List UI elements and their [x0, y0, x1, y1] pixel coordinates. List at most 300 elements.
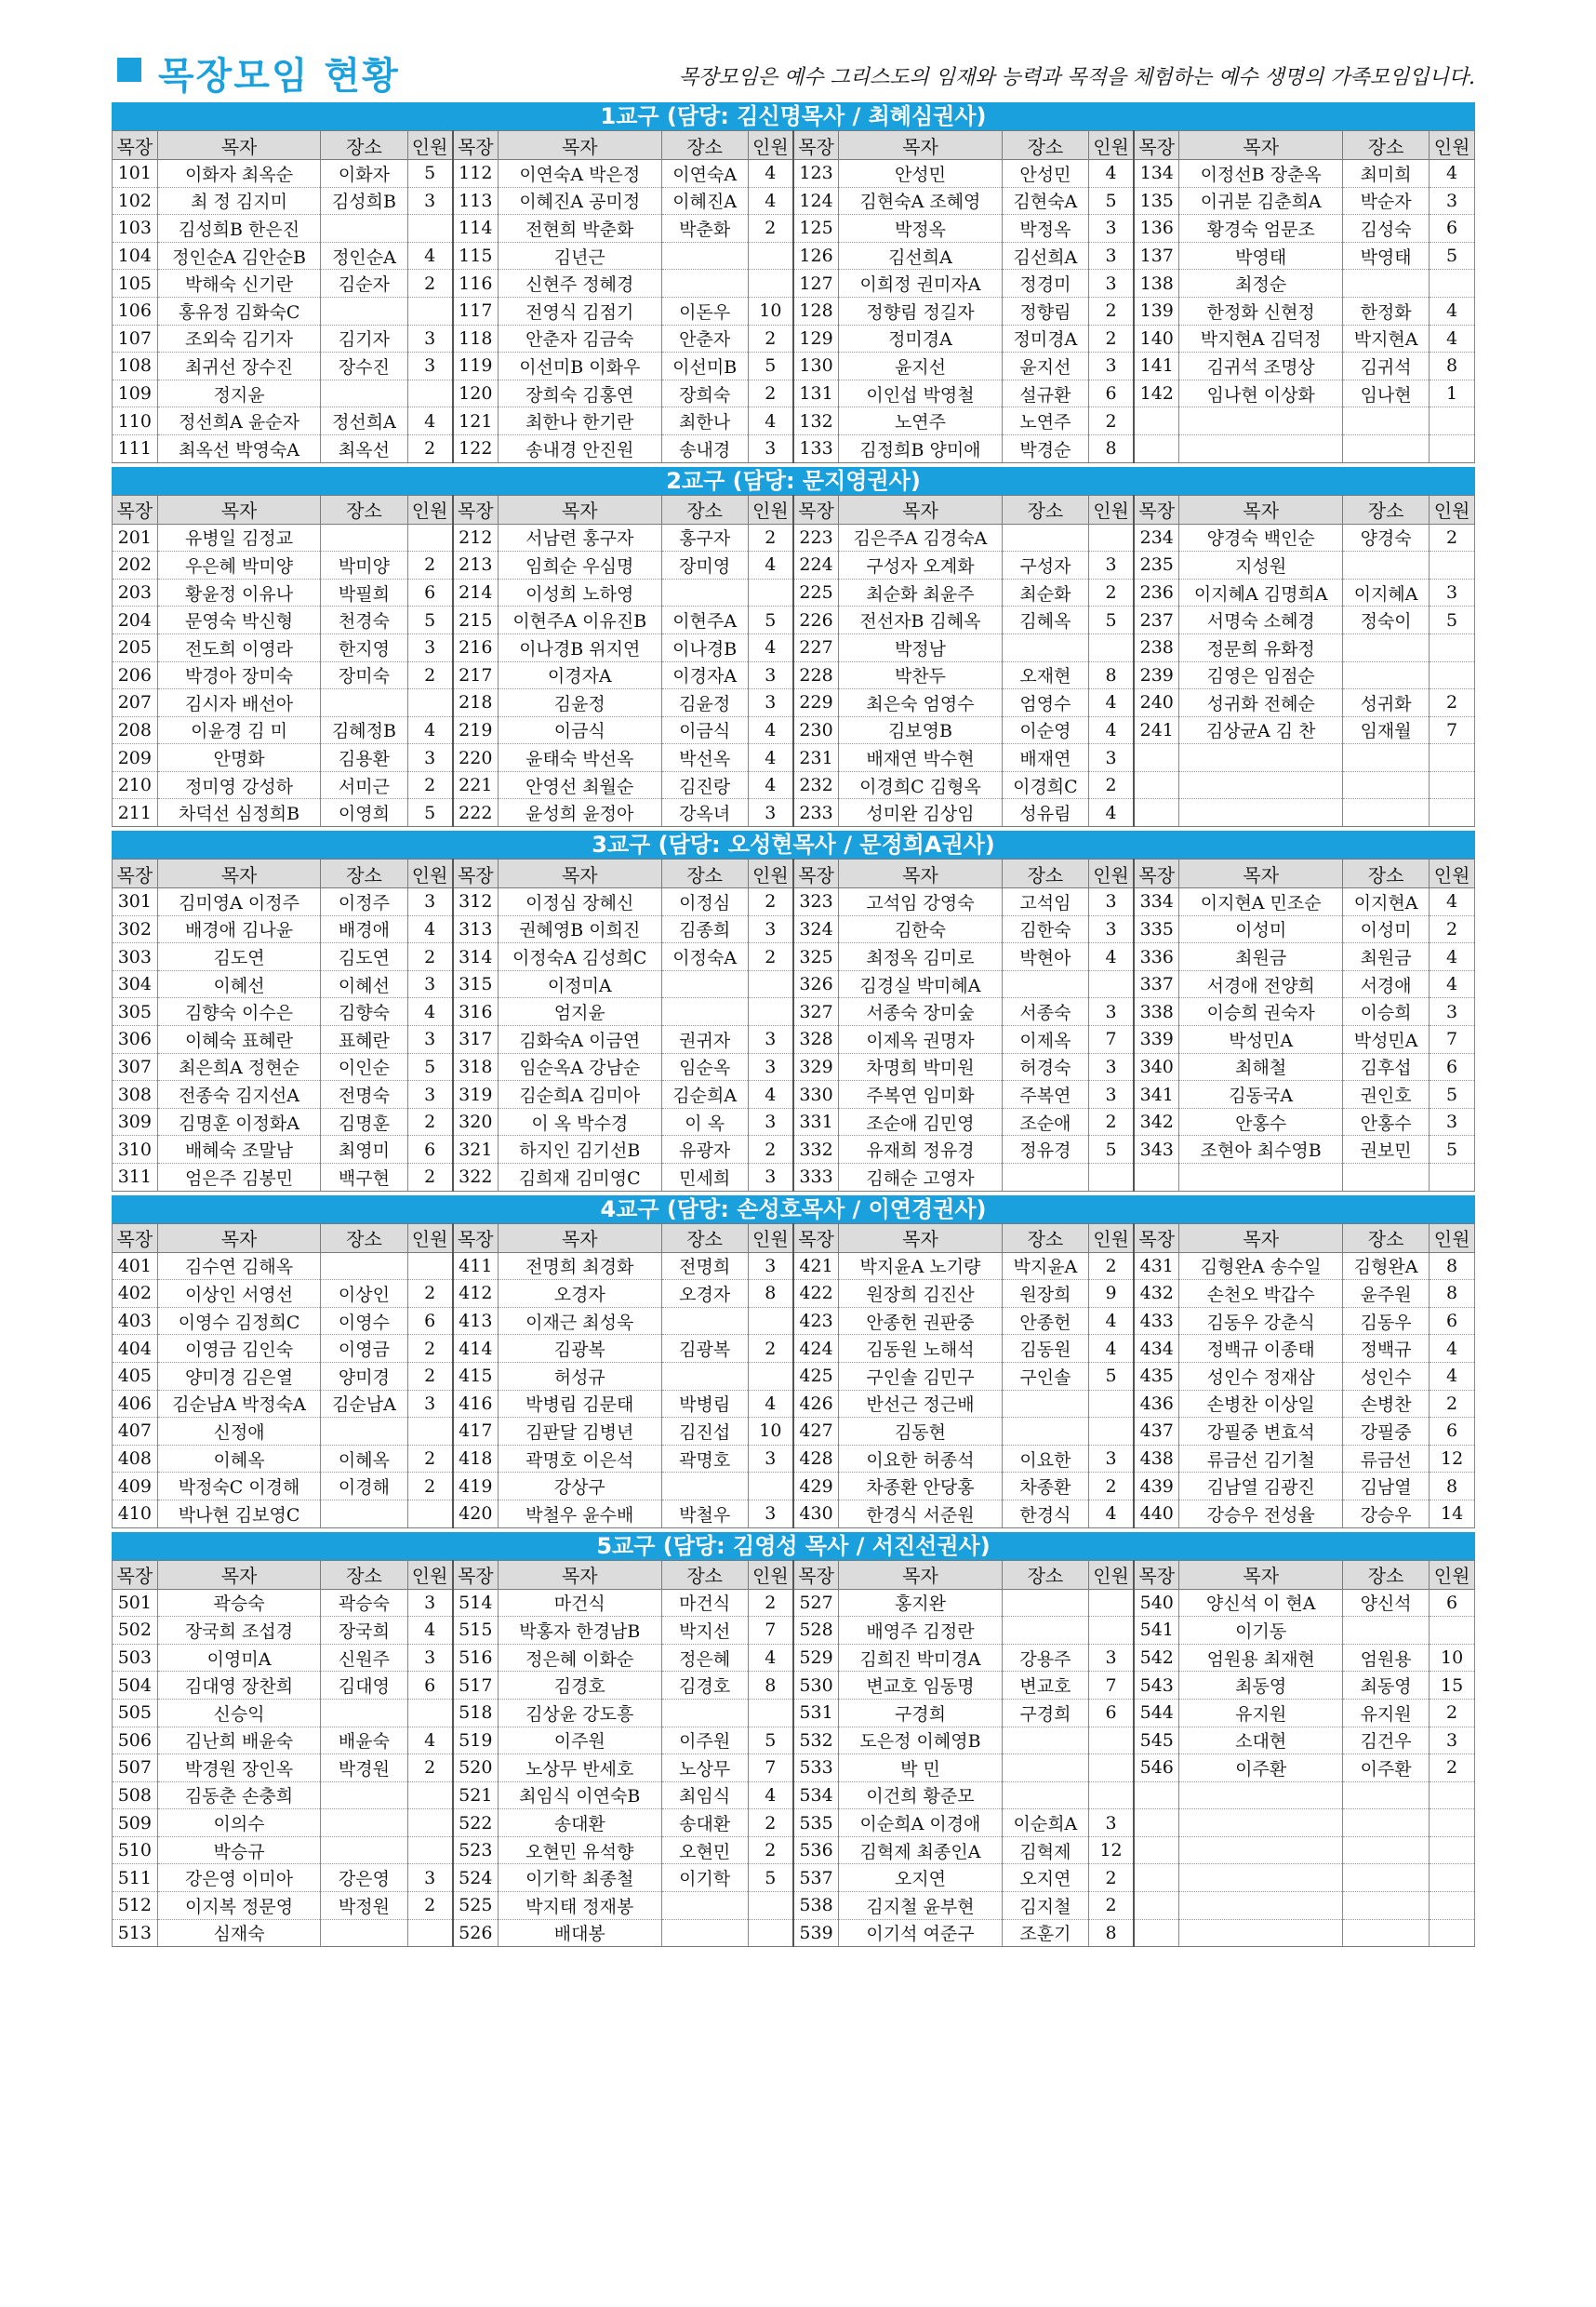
- member-count: 8: [1430, 1473, 1475, 1500]
- member-count: 3: [1088, 1445, 1134, 1473]
- meeting-place: 홍구자: [661, 524, 748, 552]
- group-number: 313: [453, 915, 499, 943]
- leader-names: 최옥선 박영숙A: [157, 434, 321, 462]
- leader-names: 유병일 김정교: [157, 524, 321, 552]
- meeting-place: 박병림: [661, 1390, 748, 1418]
- meeting-place: [661, 579, 748, 607]
- member-count: [1088, 1754, 1134, 1782]
- member-count: 2: [748, 215, 793, 243]
- member-count: [407, 1781, 453, 1809]
- meeting-place: 이경해: [321, 1473, 407, 1500]
- column-header: 인원: [407, 1223, 453, 1252]
- leader-names: 박성민A: [1179, 1026, 1343, 1054]
- leader-names: 김성희B 한은진: [157, 215, 321, 243]
- meeting-place: 원장희: [1002, 1280, 1088, 1308]
- leader-names: 이건희 황준모: [839, 1781, 1003, 1809]
- meeting-place: 이나경B: [661, 633, 748, 661]
- group-number: 333: [793, 1164, 839, 1192]
- group-number: 322: [453, 1164, 499, 1192]
- meeting-place: [321, 1836, 407, 1864]
- member-count: 4: [1430, 943, 1475, 971]
- member-count: 2: [748, 380, 793, 407]
- group-number: 302: [113, 915, 158, 943]
- member-count: 5: [407, 799, 453, 827]
- leader-names: 이기학 최종철: [498, 1864, 661, 1892]
- member-count: 7: [748, 1617, 793, 1645]
- member-count: [748, 1473, 793, 1500]
- group-number: 317: [453, 1026, 499, 1054]
- meeting-place: 장국희: [321, 1617, 407, 1645]
- leader-names: 김현숙A 조혜영: [839, 187, 1003, 215]
- meeting-place: [1343, 270, 1430, 298]
- leader-names: 이영수 김정희C: [157, 1307, 321, 1335]
- leader-names: 이성미: [1179, 915, 1343, 943]
- member-count: [1430, 633, 1475, 661]
- column-header: 인원: [407, 131, 453, 160]
- meeting-place: [321, 689, 407, 717]
- meeting-place: 박성민A: [1343, 1026, 1430, 1054]
- meeting-place: 이승희: [1343, 998, 1430, 1026]
- group-number: 138: [1134, 270, 1179, 298]
- member-count: 9: [1088, 1280, 1134, 1308]
- leader-names: 도은정 이혜영B: [839, 1727, 1003, 1754]
- leader-names: 이기동: [1179, 1617, 1343, 1645]
- group-number: 224: [793, 552, 839, 580]
- member-count: 3: [748, 1500, 793, 1527]
- leader-names: 김동춘 손충희: [157, 1781, 321, 1809]
- member-count: [1430, 407, 1475, 435]
- meeting-place: 유광자: [661, 1136, 748, 1164]
- member-count: [407, 380, 453, 407]
- group-number: 123: [793, 160, 839, 188]
- meeting-place: 박선옥: [661, 744, 748, 772]
- group-number: 116: [453, 270, 499, 298]
- group-number: 309: [113, 1108, 158, 1136]
- column-header: 인원: [1088, 495, 1134, 524]
- column-header: 목장: [793, 1560, 839, 1589]
- column-header: 목장: [113, 860, 158, 888]
- member-count: 3: [407, 353, 453, 380]
- member-count: 3: [1430, 187, 1475, 215]
- group-number: 109: [113, 380, 158, 407]
- meeting-place: 김용환: [321, 744, 407, 772]
- leader-names: 김대영 장찬희: [157, 1672, 321, 1700]
- member-count: 8: [748, 1672, 793, 1700]
- table-row: [113, 689, 1475, 717]
- leader-names: 서명숙 소혜경: [1179, 607, 1343, 634]
- leader-names: 이선미B 이화우: [498, 353, 661, 380]
- leader-names: 이혜옥: [157, 1445, 321, 1473]
- leader-names: 송내경 안진원: [498, 434, 661, 462]
- leader-names: 김동우 강춘식: [1179, 1307, 1343, 1335]
- member-count: 3: [407, 325, 453, 353]
- meeting-place: 이주원: [661, 1727, 748, 1754]
- column-header: 목장: [453, 1223, 499, 1252]
- meeting-place: 성유림: [1002, 799, 1088, 827]
- member-count: [748, 970, 793, 998]
- group-number: 110: [113, 407, 158, 435]
- leader-names: 강상구: [498, 1473, 661, 1500]
- member-count: 2: [1430, 689, 1475, 717]
- leader-names: 이윤경 김 미: [157, 716, 321, 744]
- leader-names: 윤성희 윤정아: [498, 799, 661, 827]
- leader-names: 임나현 이상화: [1179, 380, 1343, 407]
- group-number: [1134, 1836, 1179, 1864]
- member-count: 5: [1430, 242, 1475, 270]
- district-table: [112, 130, 1475, 463]
- member-count: 5: [748, 1864, 793, 1892]
- member-count: 10: [1430, 1644, 1475, 1672]
- group-number: 518: [453, 1699, 499, 1727]
- member-count: 2: [748, 888, 793, 916]
- table-row: [113, 1164, 1475, 1192]
- member-count: 7: [1430, 1026, 1475, 1054]
- member-count: 4: [1430, 325, 1475, 353]
- member-count: 14: [1430, 1500, 1475, 1527]
- column-header: 목장: [1134, 495, 1179, 524]
- leader-names: 정인순A 김안순B: [157, 242, 321, 270]
- leader-names: 강은영 이미아: [157, 1864, 321, 1892]
- member-count: 2: [407, 1362, 453, 1390]
- member-count: 3: [748, 1026, 793, 1054]
- district-table: [112, 1223, 1475, 1528]
- member-count: 2: [407, 1335, 453, 1363]
- leader-names: [1179, 799, 1343, 827]
- member-count: 3: [1088, 1053, 1134, 1081]
- group-number: 429: [793, 1473, 839, 1500]
- member-count: [1430, 1864, 1475, 1892]
- member-count: [407, 1919, 453, 1947]
- table-row: [113, 1026, 1475, 1054]
- member-count: [1430, 1919, 1475, 1947]
- member-count: 3: [407, 744, 453, 772]
- meeting-place: 주복연: [1002, 1081, 1088, 1109]
- meeting-place: 김광복: [661, 1335, 748, 1363]
- group-number: 330: [793, 1081, 839, 1109]
- leader-names: 배혜숙 조말남: [157, 1136, 321, 1164]
- district-title: 4교구 (담당: 손성호목사 / 이연경권사): [112, 1195, 1475, 1223]
- meeting-place: 조훈기: [1002, 1919, 1088, 1947]
- leader-names: 구성자 오계화: [839, 552, 1003, 580]
- member-count: 2: [1430, 1754, 1475, 1782]
- member-count: [748, 1699, 793, 1727]
- member-count: 3: [748, 1108, 793, 1136]
- table-row: [113, 943, 1475, 971]
- member-count: 7: [748, 1754, 793, 1782]
- column-header: 인원: [748, 1560, 793, 1589]
- meeting-place: 장미영: [661, 552, 748, 580]
- member-count: [748, 1919, 793, 1947]
- leader-names: [1179, 1864, 1343, 1892]
- leader-names: 박경원 장인옥: [157, 1754, 321, 1782]
- meeting-place: 설규환: [1002, 380, 1088, 407]
- member-count: 5: [1088, 607, 1134, 634]
- member-count: 4: [407, 1617, 453, 1645]
- member-count: 4: [748, 771, 793, 799]
- member-count: 5: [1430, 1081, 1475, 1109]
- leader-names: 서남련 홍구자: [498, 524, 661, 552]
- leader-names: 이현주A 이유진B: [498, 607, 661, 634]
- member-count: 2: [1088, 407, 1134, 435]
- leader-names: 임희순 우심명: [498, 552, 661, 580]
- leader-names: 최원금: [1179, 943, 1343, 971]
- member-count: 8: [1430, 353, 1475, 380]
- meeting-place: 임순옥: [661, 1053, 748, 1081]
- district-section: [112, 1195, 1475, 1528]
- table-row: [113, 1589, 1475, 1617]
- leader-names: 이요한 허종석: [839, 1445, 1003, 1473]
- leader-names: 손병찬 이상일: [1179, 1390, 1343, 1418]
- meeting-place: 김혜정B: [321, 716, 407, 744]
- meeting-place: 김대영: [321, 1672, 407, 1700]
- member-count: 3: [748, 1164, 793, 1192]
- group-number: [1134, 771, 1179, 799]
- column-header: 장소: [1343, 131, 1430, 160]
- member-count: 6: [407, 1136, 453, 1164]
- member-count: 2: [748, 524, 793, 552]
- table-row: [113, 661, 1475, 689]
- member-count: [1430, 771, 1475, 799]
- group-number: [1134, 1809, 1179, 1837]
- meeting-place: [1343, 661, 1430, 689]
- meeting-place: 장희숙: [661, 380, 748, 407]
- meeting-place: 허경숙: [1002, 1053, 1088, 1081]
- column-header: 목자: [498, 495, 661, 524]
- leader-names: 박 민: [839, 1754, 1003, 1782]
- column-header: 장소: [661, 1560, 748, 1589]
- leader-names: 김은주A 김경숙A: [839, 524, 1003, 552]
- leader-names: 최 정 김지미: [157, 187, 321, 215]
- group-number: 525: [453, 1892, 499, 1920]
- column-header: 목장: [793, 860, 839, 888]
- district-section: [112, 1532, 1475, 1948]
- group-number: 544: [1134, 1699, 1179, 1727]
- group-number: 514: [453, 1589, 499, 1617]
- group-number: 137: [1134, 242, 1179, 270]
- leader-names: 이귀분 김춘희A: [1179, 187, 1343, 215]
- meeting-place: [321, 1781, 407, 1809]
- group-number: 418: [453, 1445, 499, 1473]
- leader-names: 이재근 최성욱: [498, 1307, 661, 1335]
- group-number: 127: [793, 270, 839, 298]
- member-count: 8: [1088, 1919, 1134, 1947]
- leader-names: 김난희 배윤숙: [157, 1727, 321, 1754]
- table-row: [113, 1081, 1475, 1109]
- member-count: 5: [407, 607, 453, 634]
- group-number: 510: [113, 1836, 158, 1864]
- leader-names: 양신석 이 현A: [1179, 1589, 1343, 1617]
- leader-names: 정향림 정길자: [839, 297, 1003, 325]
- group-number: 223: [793, 524, 839, 552]
- group-number: 504: [113, 1672, 158, 1700]
- group-number: 115: [453, 242, 499, 270]
- leader-names: 강필중 변효석: [1179, 1418, 1343, 1446]
- group-number: 323: [793, 888, 839, 916]
- column-header: 목장: [113, 1560, 158, 1589]
- column-header: 장소: [1002, 1560, 1088, 1589]
- leader-names: 정문희 유화정: [1179, 633, 1343, 661]
- group-number: 233: [793, 799, 839, 827]
- group-number: 206: [113, 661, 158, 689]
- member-count: 4: [1430, 888, 1475, 916]
- leader-names: 오지연: [839, 1864, 1003, 1892]
- member-count: [1430, 1781, 1475, 1809]
- meeting-place: 안종헌: [1002, 1307, 1088, 1335]
- page: [112, 47, 1475, 1947]
- leader-names: 전도희 이영라: [157, 633, 321, 661]
- district-table: [112, 1560, 1475, 1948]
- leader-names: 안영선 최월순: [498, 771, 661, 799]
- member-count: 3: [1430, 1727, 1475, 1754]
- member-count: 4: [748, 744, 793, 772]
- meeting-place: 정숙이: [1343, 607, 1430, 634]
- leader-names: 곽명호 이은석: [498, 1445, 661, 1473]
- member-count: 4: [748, 187, 793, 215]
- member-count: 2: [407, 1892, 453, 1920]
- leader-names: 김경호: [498, 1672, 661, 1700]
- column-header: 목자: [839, 1560, 1003, 1589]
- column-header: 인원: [1088, 1223, 1134, 1252]
- leader-names: 김화숙A 이금연: [498, 1026, 661, 1054]
- member-count: 2: [1430, 915, 1475, 943]
- table-row: [113, 771, 1475, 799]
- leader-names: 장국희 조섭경: [157, 1617, 321, 1645]
- group-number: 419: [453, 1473, 499, 1500]
- table-row: [113, 1445, 1475, 1473]
- group-number: 235: [1134, 552, 1179, 580]
- member-count: 3: [1088, 270, 1134, 298]
- member-count: 2: [407, 1280, 453, 1308]
- member-count: [1430, 1892, 1475, 1920]
- group-number: 241: [1134, 716, 1179, 744]
- meeting-place: 장수진: [321, 353, 407, 380]
- member-count: 2: [1430, 1390, 1475, 1418]
- meeting-place: 변교호: [1002, 1672, 1088, 1700]
- column-header: 장소: [1343, 860, 1430, 888]
- leader-names: 안성민: [839, 160, 1003, 188]
- member-count: [407, 1836, 453, 1864]
- meeting-place: 강은영: [321, 1864, 407, 1892]
- meeting-place: 권귀자: [661, 1026, 748, 1054]
- leader-names: 이경희C 김형옥: [839, 771, 1003, 799]
- table-row: [113, 1390, 1475, 1418]
- table-row: [113, 579, 1475, 607]
- group-number: 420: [453, 1500, 499, 1527]
- leader-names: 박경아 장미숙: [157, 661, 321, 689]
- meeting-place: [321, 1500, 407, 1527]
- group-number: 506: [113, 1727, 158, 1754]
- leader-names: 이순희A 이경애: [839, 1809, 1003, 1837]
- column-header: 목장: [1134, 1560, 1179, 1589]
- member-count: [1430, 1164, 1475, 1192]
- group-number: 319: [453, 1081, 499, 1109]
- meeting-place: 엄원용: [1343, 1644, 1430, 1672]
- meeting-place: 이정숙A: [661, 943, 748, 971]
- leader-names: 권혜영B 이희진: [498, 915, 661, 943]
- member-count: [407, 215, 453, 243]
- meeting-place: 박영태: [1343, 242, 1430, 270]
- member-count: 5: [407, 1053, 453, 1081]
- table-row: [113, 716, 1475, 744]
- group-number: 511: [113, 1864, 158, 1892]
- group-number: 307: [113, 1053, 158, 1081]
- member-count: [1430, 434, 1475, 462]
- member-count: 6: [1430, 1589, 1475, 1617]
- leader-names: 이지혜A 김명희A: [1179, 579, 1343, 607]
- member-count: 3: [1088, 215, 1134, 243]
- member-count: 6: [1430, 1418, 1475, 1446]
- group-number: 524: [453, 1864, 499, 1892]
- member-count: 3: [1430, 579, 1475, 607]
- leader-names: 심재숙: [157, 1919, 321, 1947]
- meeting-place: 오지연: [1002, 1864, 1088, 1892]
- meeting-place: [321, 1809, 407, 1837]
- group-number: 136: [1134, 215, 1179, 243]
- group-number: 432: [1134, 1280, 1179, 1308]
- group-number: 329: [793, 1053, 839, 1081]
- meeting-place: 박순자: [1343, 187, 1430, 215]
- group-number: 410: [113, 1500, 158, 1527]
- member-count: 8: [748, 1280, 793, 1308]
- meeting-place: 안홍수: [1343, 1108, 1430, 1136]
- meeting-place: 박지현A: [1343, 325, 1430, 353]
- member-count: 2: [1088, 1252, 1134, 1280]
- group-number: 232: [793, 771, 839, 799]
- member-count: 3: [748, 689, 793, 717]
- group-number: 141: [1134, 353, 1179, 380]
- group-number: 402: [113, 1280, 158, 1308]
- group-number: 505: [113, 1699, 158, 1727]
- group-number: 512: [113, 1892, 158, 1920]
- group-number: 212: [453, 524, 499, 552]
- meeting-place: 김향숙: [321, 998, 407, 1026]
- group-number: 135: [1134, 187, 1179, 215]
- column-header: 인원: [407, 860, 453, 888]
- member-count: [1430, 1836, 1475, 1864]
- leader-names: 엄지윤: [498, 998, 661, 1026]
- meeting-place: 최원금: [1343, 943, 1430, 971]
- leader-names: 조외숙 김기자: [157, 325, 321, 353]
- group-number: 543: [1134, 1672, 1179, 1700]
- group-number: 439: [1134, 1473, 1179, 1500]
- meeting-place: 최순화: [1002, 579, 1088, 607]
- meeting-place: [321, 215, 407, 243]
- meeting-place: 이금식: [661, 716, 748, 744]
- leader-names: 박정남: [839, 633, 1003, 661]
- member-count: 2: [407, 1164, 453, 1192]
- meeting-place: 김경호: [661, 1672, 748, 1700]
- column-header: 장소: [661, 131, 748, 160]
- group-number: 139: [1134, 297, 1179, 325]
- column-header: 목장: [1134, 1223, 1179, 1252]
- member-count: 4: [1088, 716, 1134, 744]
- column-header: 목장: [1134, 131, 1179, 160]
- column-header: 목장: [453, 495, 499, 524]
- group-number: 412: [453, 1280, 499, 1308]
- group-number: 210: [113, 771, 158, 799]
- leader-names: 김정희B 양미애: [839, 434, 1003, 462]
- meeting-place: 이영수: [321, 1307, 407, 1335]
- meeting-place: 박정옥: [1002, 215, 1088, 243]
- member-count: 2: [407, 434, 453, 462]
- member-count: [1430, 661, 1475, 689]
- group-number: 324: [793, 915, 839, 943]
- member-count: [407, 524, 453, 552]
- meeting-place: 민세희: [661, 1164, 748, 1192]
- group-number: 427: [793, 1418, 839, 1446]
- member-count: 4: [407, 1727, 453, 1754]
- district-table: [112, 859, 1475, 1192]
